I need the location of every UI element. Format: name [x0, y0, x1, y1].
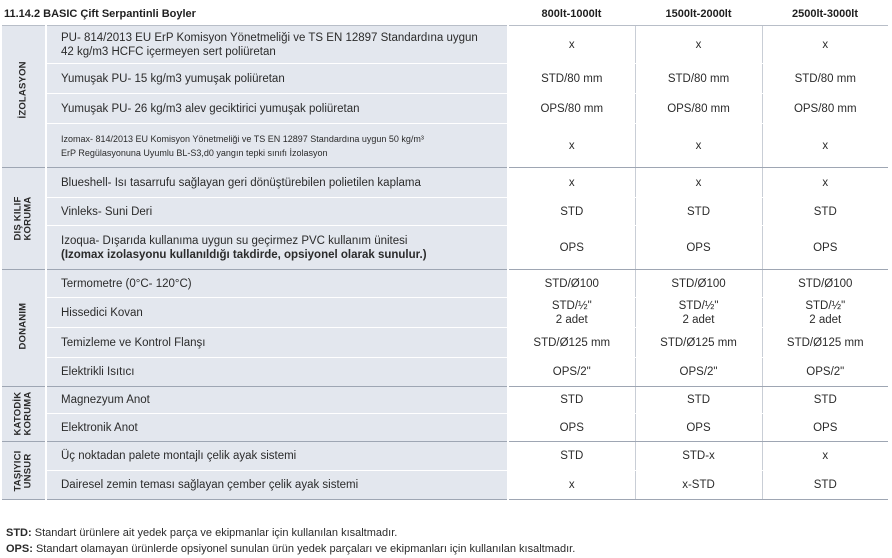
- feature-label: Temizleme ve Kontrol Flanşı: [46, 328, 508, 358]
- feature-label: Elektronik Anot: [46, 414, 508, 442]
- value-cell: STD/80 mm: [635, 64, 762, 94]
- value-cell: STD/Ø125 mm: [508, 328, 635, 358]
- section-izolasyon: [2, 26, 46, 168]
- value-cell: x: [508, 26, 635, 64]
- value-cell: OPS/2": [635, 358, 762, 387]
- section-donanim: [2, 270, 46, 387]
- table-row: [2, 26, 888, 64]
- value-cell: x: [762, 26, 888, 64]
- value-cell: STD: [762, 198, 888, 226]
- feature-label: Yumuşak PU- 15 kg/m3 yumuşak poliüretan: [46, 64, 508, 94]
- value-cell: x: [762, 442, 888, 471]
- value-cell: STD/80 mm: [508, 64, 635, 94]
- value-cell: x: [508, 124, 635, 168]
- value-cell: STD: [762, 471, 888, 500]
- value-cell: x: [635, 168, 762, 198]
- value-cell: x: [635, 124, 762, 168]
- legend-ops: OPS: Standart olamayan ürünlerde opsiyonel sunulan ürün yedek parçaları ve ekipmanları için kullanılan kısaltmadır.: [6, 543, 576, 555]
- value-cell: STD/Ø125 mm: [762, 328, 888, 358]
- table-row: [2, 358, 888, 387]
- value-cell: STD/Ø100: [762, 270, 888, 298]
- table-row: [2, 471, 888, 500]
- table-row: [2, 124, 888, 168]
- table-title: 11.14.2 BASIC Çift Serpantinli Boyler: [2, 2, 508, 26]
- value-cell: OPS: [635, 414, 762, 442]
- value-cell: OPS/80 mm: [508, 94, 635, 124]
- feature-label: Izoqua- Dışarıda kullanıma uygun su geçirmez PVC kullanım ünitesi (Izomax izolasyonu kullanıldığı takdirde, opsiyonel olarak sunulur.): [46, 226, 508, 270]
- spec-table: [2, 2, 888, 500]
- value-cell: STD/Ø100: [635, 270, 762, 298]
- value-cell: x: [762, 124, 888, 168]
- feature-label: Üç noktadan palete montajlı çelik ayak sistemi: [46, 442, 508, 471]
- feature-label: Izomax- 814/2013 EU Komisyon Yönetmeliği ve TS EN 12897 Standardına uygun 50 kg/m³ ErP Regülasyonuna Uyumlu BL-S3,d0 yangın tepki sınıfı İzolasyon: [46, 124, 508, 168]
- column-header-1500-2000: 1500lt-2000lt: [635, 2, 762, 26]
- legend-std: STD: Standart ürünlere ait yedek parça ve ekipmanlar için kullanılan kısaltmadır.: [6, 527, 398, 539]
- column-header-800-1000: 800lt-1000lt: [508, 2, 635, 26]
- feature-label: Hissedici Kovan: [46, 298, 508, 328]
- table-row: [2, 270, 888, 298]
- table-row: [2, 94, 888, 124]
- value-cell: x: [762, 168, 888, 198]
- value-cell: x: [508, 471, 635, 500]
- table-row: [2, 64, 888, 94]
- value-cell: STD/½" 2 adet: [508, 298, 635, 328]
- value-cell: STD/Ø125 mm: [635, 328, 762, 358]
- feature-label: Blueshell- Isı tasarrufu sağlayan geri dönüştürebilen polietilen kaplama: [46, 168, 508, 198]
- feature-label: Elektrikli Isıtıcı: [46, 358, 508, 387]
- feature-label: Yumuşak PU- 26 kg/m3 alev geciktirici yumuşak poliüretan: [46, 94, 508, 124]
- value-cell: STD: [635, 198, 762, 226]
- section-label: İZOLASYON: [17, 60, 29, 118]
- feature-label: Dairesel zemin teması sağlayan çember çelik ayak sistemi: [46, 471, 508, 500]
- column-header-2500-3000: 2500lt-3000lt: [762, 2, 888, 26]
- value-cell: OPS: [635, 226, 762, 270]
- value-cell: x: [635, 26, 762, 64]
- section-label: DONANIM: [17, 302, 29, 350]
- header-row: [2, 2, 888, 26]
- value-cell: STD: [762, 387, 888, 414]
- feature-label: PU- 814/2013 EU ErP Komisyon Yönetmeliği ve TS EN 12897 Standardına uygun 42 kg/m3 HCFC içermeyen sert poliüretan: [46, 26, 508, 64]
- table-row: [2, 414, 888, 442]
- value-cell: OPS/2": [508, 358, 635, 387]
- value-cell: OPS/80 mm: [762, 94, 888, 124]
- value-cell: STD-x: [635, 442, 762, 471]
- value-cell: OPS/80 mm: [635, 94, 762, 124]
- value-cell: OPS: [508, 414, 635, 442]
- value-cell: x-STD: [635, 471, 762, 500]
- section-tasiyici-unsur: [2, 442, 46, 500]
- value-cell: STD: [635, 387, 762, 414]
- feature-label: Vinleks- Suni Deri: [46, 198, 508, 226]
- table-row: [2, 328, 888, 358]
- value-cell: STD/½" 2 adet: [762, 298, 888, 328]
- feature-label: Termometre (0°C- 120°C): [46, 270, 508, 298]
- value-cell: x: [508, 168, 635, 198]
- value-cell: STD/½" 2 adet: [635, 298, 762, 328]
- value-cell: OPS: [762, 226, 888, 270]
- section-katodik-koruma: [2, 387, 46, 442]
- section-label: KATODİK KORUMA: [12, 391, 34, 436]
- value-cell: OPS/2": [762, 358, 888, 387]
- table-row: [2, 442, 888, 471]
- value-cell: STD: [508, 442, 635, 471]
- value-cell: STD: [508, 387, 635, 414]
- value-cell: STD: [508, 198, 635, 226]
- feature-label: Magnezyum Anot: [46, 387, 508, 414]
- value-cell: STD/Ø100: [508, 270, 635, 298]
- section-label: TAŞIYICI UNSUR: [12, 450, 34, 492]
- table-row: [2, 298, 888, 328]
- table-row: [2, 168, 888, 198]
- value-cell: OPS: [762, 414, 888, 442]
- table-row: [2, 387, 888, 414]
- value-cell: STD/80 mm: [762, 64, 888, 94]
- section-label: DIŞ KILIF KORUMA: [12, 195, 34, 240]
- table-row: [2, 226, 888, 270]
- table-row: [2, 198, 888, 226]
- section-dis-kilif-koruma: [2, 168, 46, 270]
- value-cell: OPS: [508, 226, 635, 270]
